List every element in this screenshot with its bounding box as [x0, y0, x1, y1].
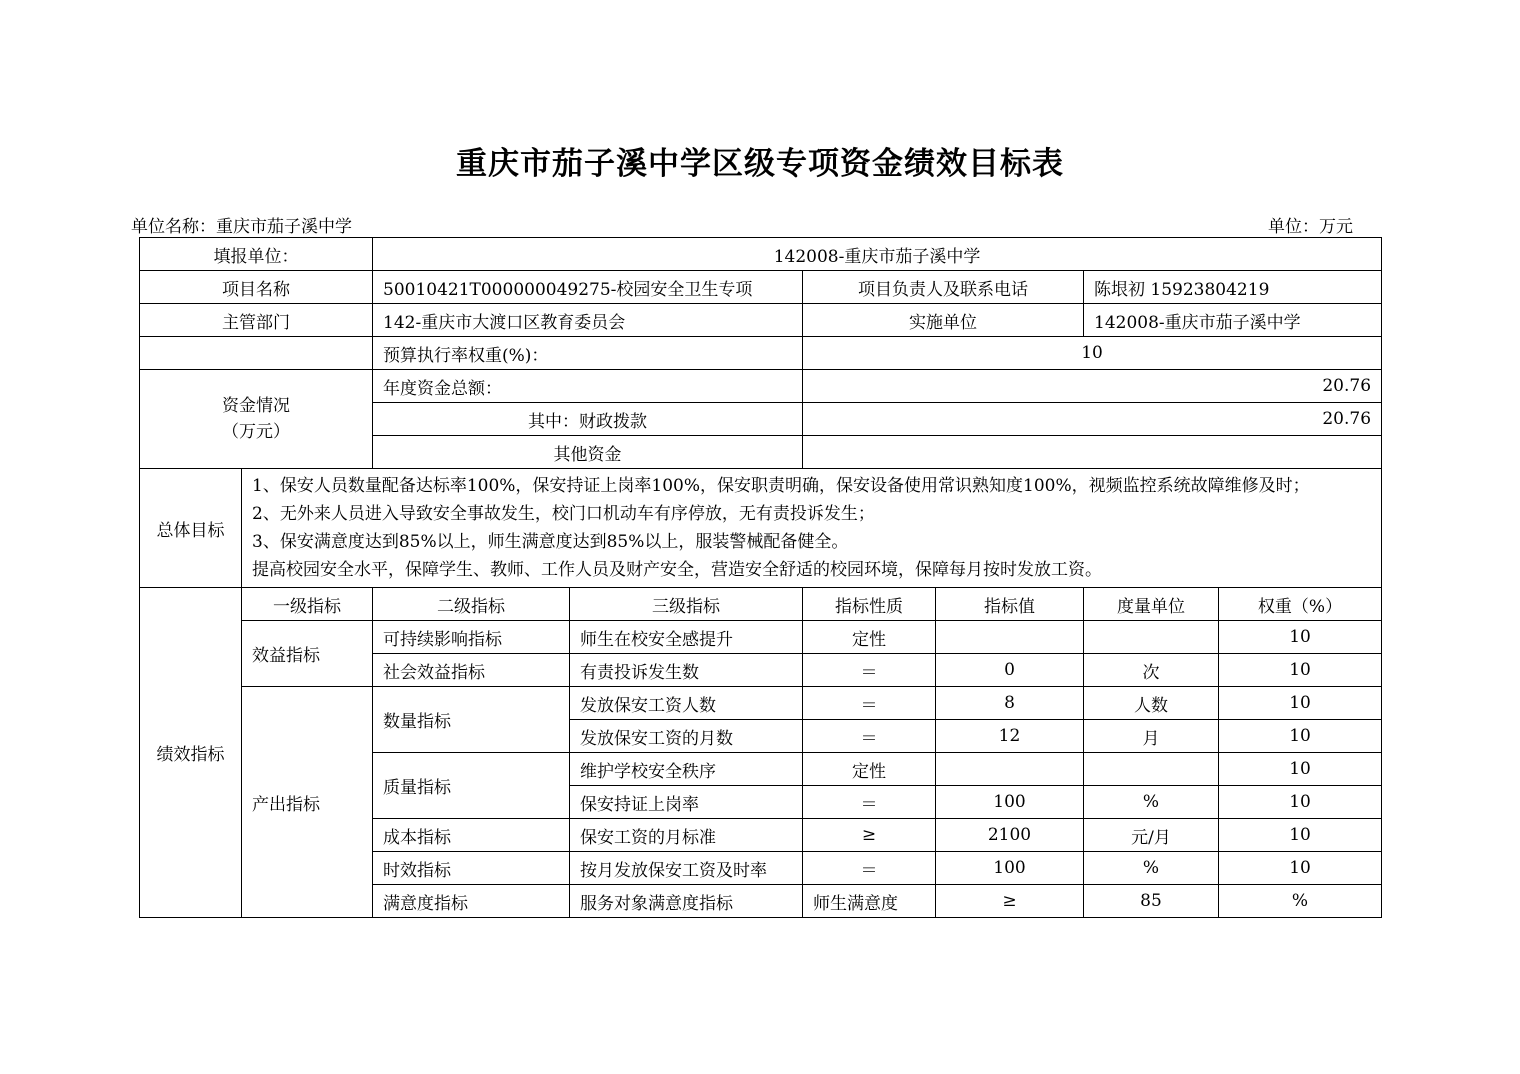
- report-unit-value: 142008-重庆市茄子溪中学: [373, 238, 1382, 271]
- indicator-value: 12: [936, 720, 1084, 753]
- level1-benefit: 效益指标: [242, 621, 373, 687]
- budget-weight-row: [140, 337, 1382, 370]
- indicator-name: 保安工资的月标准: [570, 819, 803, 852]
- indicator-nature: ＝: [803, 786, 936, 819]
- impl-value: 142008-重庆市茄子溪中学: [1084, 304, 1382, 337]
- indicator-weight: 10: [1219, 720, 1382, 753]
- indicator-nature: ≥: [936, 885, 1084, 918]
- indicator-unit: 次: [1084, 654, 1219, 687]
- indicator-unit: [1084, 621, 1219, 654]
- project-name-row: [140, 271, 1382, 304]
- report-unit-row: [140, 238, 1382, 271]
- indicator-nature: 定性: [803, 753, 936, 786]
- project-name-value: 50010421T000000049275-校园安全卫生专项: [373, 271, 803, 304]
- currency-unit-label: 单位：万元: [1268, 217, 1353, 237]
- unit-name-label: 单位名称：重庆市茄子溪中学: [131, 217, 352, 237]
- indicators-section-label: 绩效指标: [140, 588, 242, 918]
- funds-other-label: 其他资金: [373, 436, 803, 469]
- table-row: [140, 687, 1382, 720]
- level2-cost: 成本指标: [373, 819, 570, 852]
- indicator-name: 师生满意度: [803, 885, 936, 918]
- budget-weight-value: 10: [803, 337, 1382, 370]
- indicator-name: 按月发放保安工资及时率: [570, 852, 803, 885]
- goal-line: 2、无外来人员进入导致安全事故发生，校门口机动车有序停放，无有责投诉发生；: [252, 504, 875, 524]
- funds-total-label: 年度资金总额：: [373, 370, 803, 403]
- performance-target-table: [139, 237, 1382, 918]
- level1-output: 产出指标: [242, 687, 373, 918]
- level2-time: 时效指标: [373, 852, 570, 885]
- indicator-nature: ＝: [803, 687, 936, 720]
- table-row: [140, 621, 1382, 654]
- funds-fiscal-value: 20.76: [803, 403, 1382, 436]
- indicator-value: [936, 621, 1084, 654]
- goals-row: [140, 469, 1382, 588]
- funds-label-line1: 资金情况: [222, 396, 290, 416]
- indicator-header-row: [140, 588, 1382, 621]
- indicator-name: 发放保安工资人数: [570, 687, 803, 720]
- indicator-nature: ＝: [803, 720, 936, 753]
- indicator-unit: %: [1219, 885, 1382, 918]
- indicator-value: 2100: [936, 819, 1084, 852]
- indicator-weight: 10: [1219, 753, 1382, 786]
- dept-value: 142-重庆市大渡口区教育委员会: [373, 304, 803, 337]
- header-unit: 度量单位: [1084, 588, 1219, 621]
- report-unit-label: 填报单位：: [140, 238, 373, 271]
- indicator-unit: %: [1084, 786, 1219, 819]
- funds-fiscal-label: 其中：财政拨款: [373, 403, 803, 436]
- indicator-weight: 10: [1219, 654, 1382, 687]
- indicator-nature: ≥: [803, 819, 936, 852]
- funds-label-line2: （万元）: [222, 422, 290, 442]
- level2-sustain: 可持续影响指标: [373, 621, 570, 654]
- funds-total-value: 20.76: [803, 370, 1382, 403]
- indicator-value: [936, 753, 1084, 786]
- indicator-name: 师生在校安全感提升: [570, 621, 803, 654]
- project-name-label: 项目名称: [140, 271, 373, 304]
- indicator-weight: 10: [1219, 687, 1382, 720]
- indicator-name: 维护学校安全秩序: [570, 753, 803, 786]
- goal-line: 3、保安满意度达到85%以上，师生满意度达到85%以上，服装警械配备健全。: [252, 532, 849, 552]
- funds-total-row: [140, 370, 1382, 403]
- goals-label: 总体目标: [140, 469, 242, 588]
- goals-content: [242, 469, 1382, 588]
- indicator-value: 100: [936, 852, 1084, 885]
- funds-label: [140, 370, 373, 469]
- indicator-weight: 10: [1219, 852, 1382, 885]
- contact-value: 陈垠初 15923804219: [1084, 271, 1382, 304]
- level2-quality: 质量指标: [373, 753, 570, 819]
- indicator-unit: 元/月: [1084, 819, 1219, 852]
- level2-social: 社会效益指标: [373, 654, 570, 687]
- indicator-name: 有责投诉发生数: [570, 654, 803, 687]
- indicator-value: 100: [936, 786, 1084, 819]
- contact-label: 项目负责人及联系电话: [803, 271, 1084, 304]
- department-row: [140, 304, 1382, 337]
- level1-satisfaction: 满意度指标: [373, 885, 570, 918]
- header-level1: 一级指标: [242, 588, 373, 621]
- indicator-unit: %: [1084, 852, 1219, 885]
- goal-line: 1、保安人员数量配备达标率100%，保安持证上岗率100%，保安职责明确，保安设备使用常识熟知度100%，视频监控系统故障维修及时；: [252, 476, 1310, 496]
- indicator-value: 85: [1084, 885, 1219, 918]
- indicator-weight: 10: [1219, 786, 1382, 819]
- header-weight: 权重（%）: [1219, 588, 1382, 621]
- funds-other-value: [803, 436, 1382, 469]
- indicator-weight: 10: [1219, 819, 1382, 852]
- indicator-name: 保安持证上岗率: [570, 786, 803, 819]
- indicator-unit: 人数: [1084, 687, 1219, 720]
- indicator-weight: 10: [1219, 621, 1382, 654]
- indicator-unit: 月: [1084, 720, 1219, 753]
- header-level2: 二级指标: [373, 588, 570, 621]
- budget-weight-label: 预算执行率权重(%)：: [373, 337, 803, 370]
- level2-quantity: 数量指标: [373, 687, 570, 753]
- indicator-nature: ＝: [803, 654, 936, 687]
- impl-label: 实施单位: [803, 304, 1084, 337]
- header-level3: 三级指标: [570, 588, 803, 621]
- indicator-unit: [1084, 753, 1219, 786]
- dept-label: 主管部门: [140, 304, 373, 337]
- header-value: 指标值: [936, 588, 1084, 621]
- indicator-value: 8: [936, 687, 1084, 720]
- indicator-nature: 定性: [803, 621, 936, 654]
- indicator-nature: ＝: [803, 852, 936, 885]
- page-title: 重庆市茄子溪中学区级专项资金绩效目标表: [456, 146, 1064, 182]
- level2-service: 服务对象满意度指标: [570, 885, 803, 918]
- indicator-name: 发放保安工资的月数: [570, 720, 803, 753]
- header-nature: 指标性质: [803, 588, 936, 621]
- indicator-value: 0: [936, 654, 1084, 687]
- goal-line: 提高校园安全水平，保障学生、教师、工作人员及财产安全，营造安全舒适的校园环境，保障每月按时发放工资。: [252, 560, 1102, 580]
